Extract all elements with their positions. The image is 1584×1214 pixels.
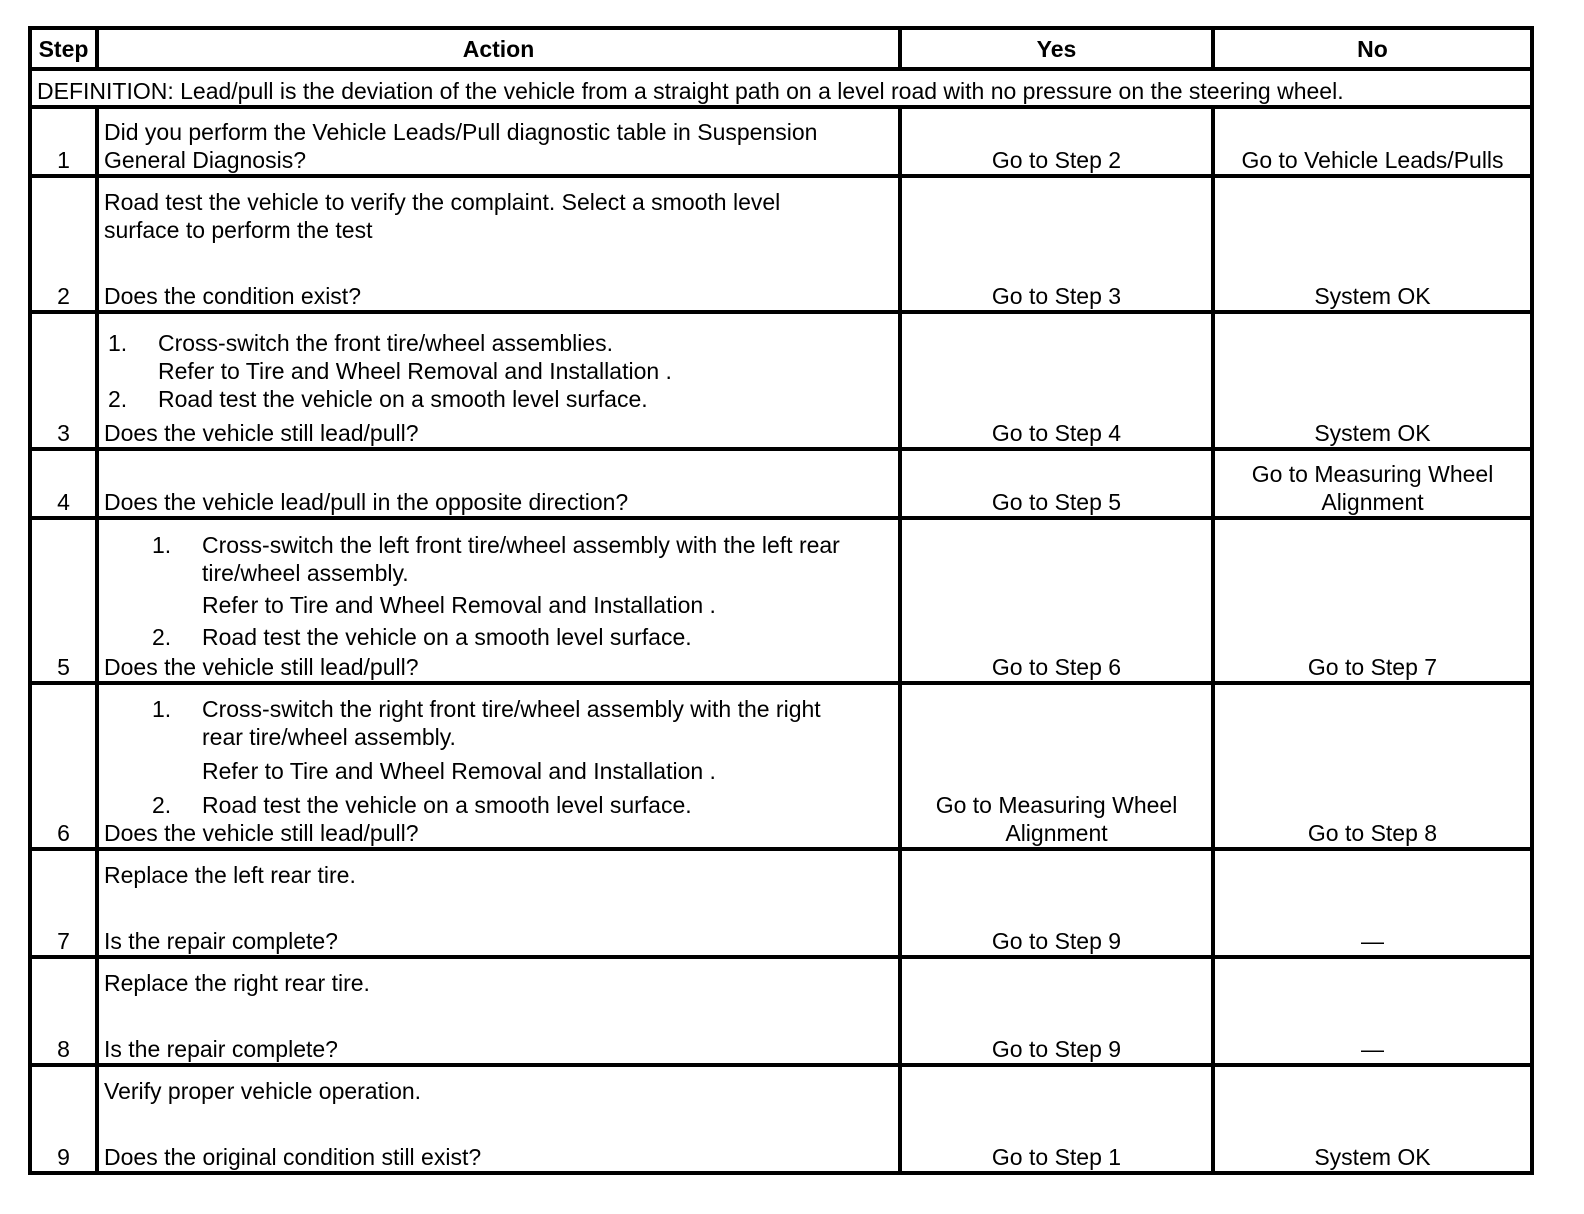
no-line: Go to Measuring Wheel (1251, 461, 1494, 487)
action-line: Did you perform the Vehicle Leads/Pull diagnostic table in Suspension (104, 119, 818, 145)
list-item-text: Road test the vehicle on a smooth level surface. (202, 792, 692, 818)
step-number: 3 (30, 312, 97, 449)
list-item (104, 385, 893, 413)
list-item (104, 695, 893, 723)
action-cell (97, 176, 900, 312)
list-item-number: 2. (152, 792, 172, 818)
list-item (104, 791, 893, 819)
yes-cell: Go to Step 5 (900, 449, 1213, 518)
no-cell: — (1213, 849, 1532, 957)
list-item (104, 757, 893, 785)
action-steps-list (104, 695, 893, 819)
list-item-number: 1. (152, 532, 172, 558)
list-item-text: Cross-switch the front tire/wheel assemblies. (158, 330, 614, 356)
table-row (30, 176, 1532, 312)
action-cell (97, 1065, 900, 1173)
no-cell: System OK (1213, 176, 1532, 312)
definition-text: DEFINITION: Lead/pull is the deviation of the vehicle from a straight path on a level road with no pressure on the steering wheel. (30, 69, 1532, 107)
list-item-text: Road test the vehicle on a smooth level surface. (202, 624, 692, 650)
no-cell: Go to Step 8 (1213, 683, 1532, 849)
table-row (30, 849, 1532, 957)
yes-cell: Go to Step 6 (900, 518, 1213, 683)
step-number: 1 (30, 107, 97, 176)
no-cell: Go to Vehicle Leads/Pulls (1213, 107, 1532, 176)
action-cell (97, 957, 900, 1065)
list-item-text: tire/wheel assembly. (202, 560, 409, 586)
step-number: 2 (30, 176, 97, 312)
yes-cell: Go to Step 4 (900, 312, 1213, 449)
table-row (30, 107, 1532, 176)
header-yes: Yes (900, 28, 1213, 69)
no-cell: Go to Step 7 (1213, 518, 1532, 683)
list-item-subtext: Refer to Tire and Wheel Removal and Installation . (202, 758, 716, 784)
step-number: 5 (30, 518, 97, 683)
action-line: Does the vehicle lead/pull in the opposite direction? (104, 489, 629, 515)
header-action: Action (97, 28, 900, 69)
table-row (30, 312, 1532, 449)
action-question: Does the vehicle still lead/pull? (104, 654, 419, 680)
yes-cell (900, 683, 1213, 849)
no-cell: System OK (1213, 312, 1532, 449)
action-line: Road test the vehicle to verify the complaint. Select a smooth level (104, 189, 781, 215)
action-line: Verify proper vehicle operation. (104, 1078, 422, 1104)
yes-line: Go to Measuring Wheel (935, 792, 1178, 818)
list-item (104, 357, 893, 385)
list-item-number: 1. (152, 696, 172, 722)
action-cell (97, 849, 900, 957)
list-item-number: 1. (108, 330, 128, 356)
list-item-text: Cross-switch the right front tire/wheel assembly with the right (202, 696, 821, 722)
header-step: Step (30, 28, 97, 69)
yes-cell: Go to Step 9 (900, 957, 1213, 1065)
list-item-text: Cross-switch the left front tire/wheel assembly with the left rear (202, 532, 840, 558)
list-item (104, 591, 893, 619)
action-question: Is the repair complete? (104, 1036, 338, 1062)
table-row (30, 518, 1532, 683)
no-cell: — (1213, 957, 1532, 1065)
action-cell (97, 107, 900, 176)
no-cell: System OK (1213, 1065, 1532, 1173)
diagnostic-table (28, 26, 1534, 1175)
step-number: 8 (30, 957, 97, 1065)
step-number: 9 (30, 1065, 97, 1173)
list-item (104, 329, 893, 357)
action-line: General Diagnosis? (104, 147, 307, 173)
no-line: Alignment (1321, 489, 1424, 515)
yes-line: Alignment (1005, 820, 1108, 846)
action-line: surface to perform the test (104, 217, 373, 243)
table-row (30, 683, 1532, 849)
action-steps-list (104, 329, 893, 413)
step-number: 6 (30, 683, 97, 849)
yes-cell: Go to Step 3 (900, 176, 1213, 312)
action-line: Replace the left rear tire. (104, 862, 356, 888)
header-no: No (1213, 28, 1532, 69)
list-item-number: 2. (108, 386, 128, 412)
action-question: Is the repair complete? (104, 928, 338, 954)
no-cell (1213, 449, 1532, 518)
table-row (30, 957, 1532, 1065)
action-question: Does the vehicle still lead/pull? (104, 420, 419, 446)
header-row (30, 28, 1532, 69)
step-number: 4 (30, 449, 97, 518)
list-item (104, 723, 893, 751)
action-cell (97, 683, 900, 849)
action-question: Does the vehicle still lead/pull? (104, 820, 419, 846)
yes-cell: Go to Step 9 (900, 849, 1213, 957)
action-cell (97, 518, 900, 683)
list-item-text: Road test the vehicle on a smooth level surface. (158, 386, 648, 412)
list-item-subtext: Refer to Tire and Wheel Removal and Installation . (158, 358, 672, 384)
table-row (30, 1065, 1532, 1173)
yes-cell: Go to Step 1 (900, 1065, 1213, 1173)
list-item-text: rear tire/wheel assembly. (202, 724, 456, 750)
definition-row (30, 69, 1532, 107)
table-row (30, 449, 1532, 518)
list-item (104, 531, 893, 559)
action-cell (97, 449, 900, 518)
list-item (104, 623, 893, 651)
action-cell (97, 312, 900, 449)
action-question: Does the original condition still exist? (104, 1144, 482, 1170)
action-question: Does the condition exist? (104, 283, 361, 309)
list-item (104, 559, 893, 587)
action-steps-list (104, 531, 893, 651)
action-line: Replace the right rear tire. (104, 970, 370, 996)
list-item-number: 2. (152, 624, 172, 650)
list-item-subtext: Refer to Tire and Wheel Removal and Installation . (202, 592, 716, 618)
yes-cell: Go to Step 2 (900, 107, 1213, 176)
step-number: 7 (30, 849, 97, 957)
